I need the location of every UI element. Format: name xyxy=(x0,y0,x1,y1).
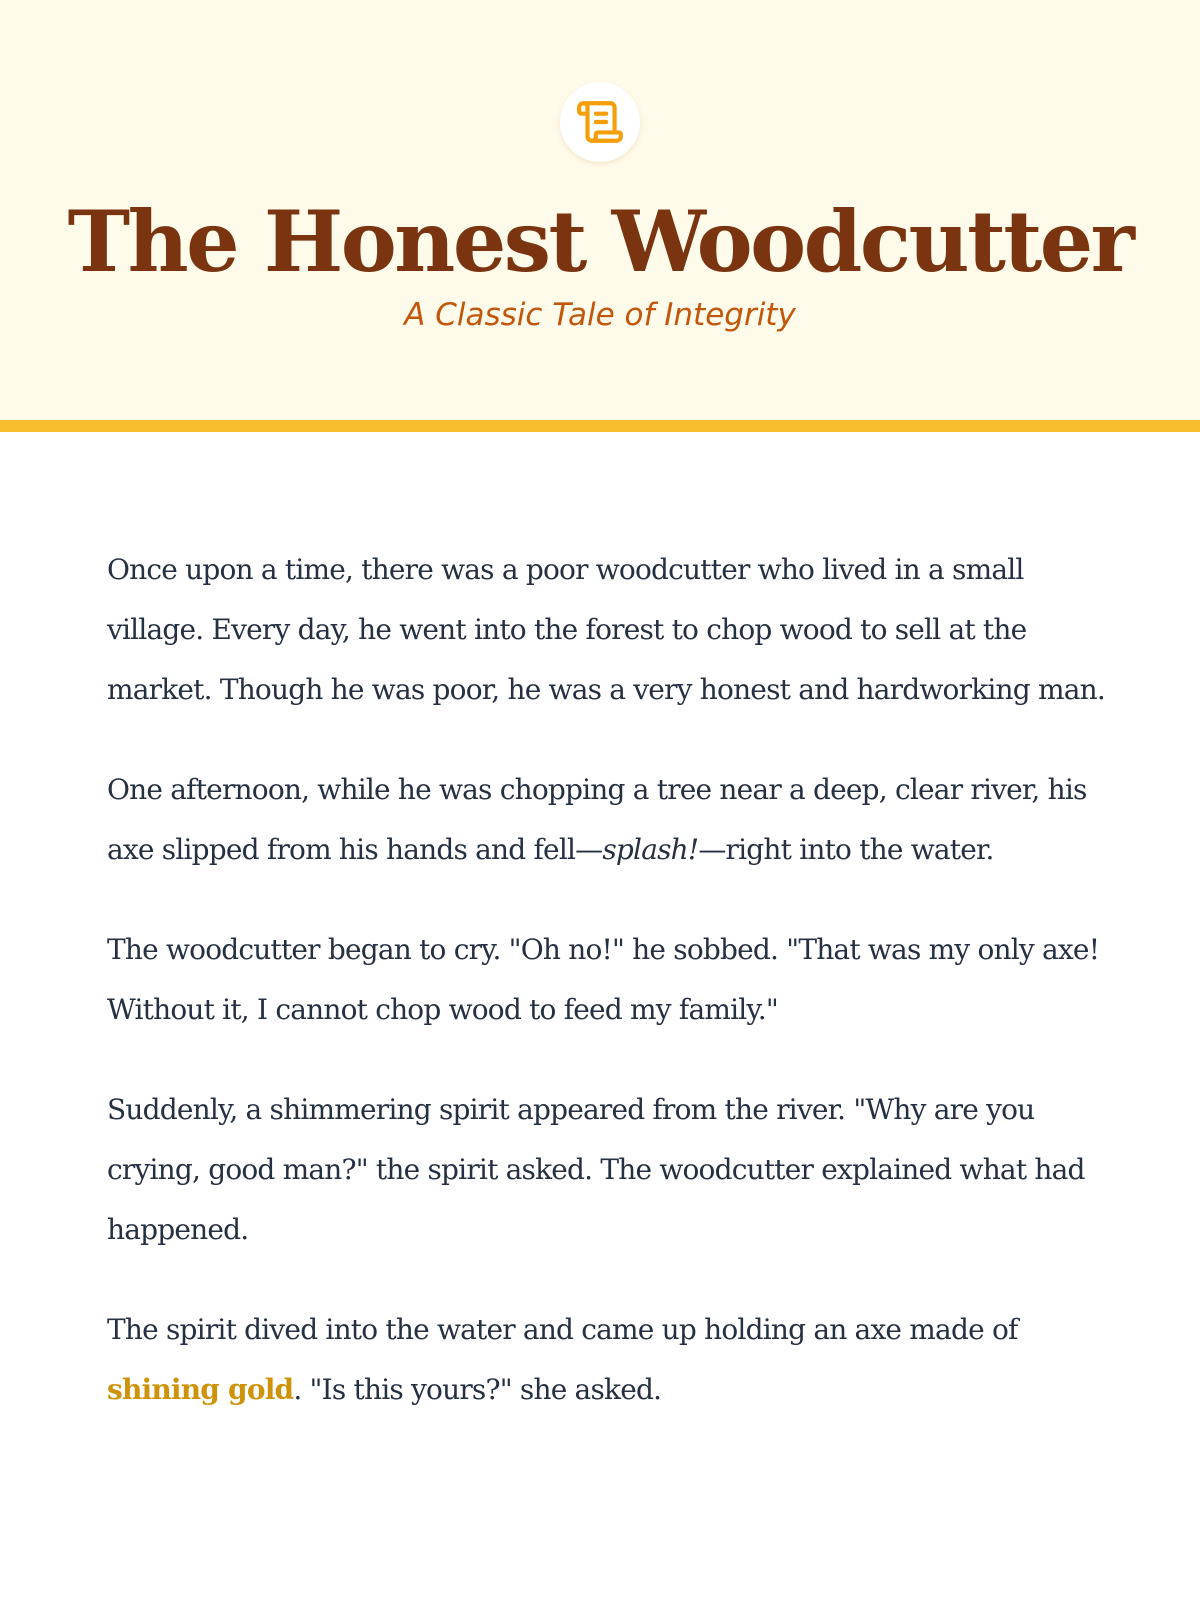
story-title: The Honest Woodcutter xyxy=(67,192,1133,291)
story-subtitle: A Classic Tale of Integrity xyxy=(404,297,796,333)
story-header xyxy=(0,0,1200,432)
paragraph-text: One afternoon, while he was chopping a tree near a deep, clear river, his axe slipped from his hands and fell— xyxy=(107,773,1087,866)
scroll-icon xyxy=(575,97,625,147)
story-paragraph-1: Once upon a time, there was a poor woodcutter who lived in a small village. Every day, he went into the forest to chop wood to sell at the market. Though he was poor, he was a very honest and hardworking man. xyxy=(107,553,1105,706)
paragraph-text: —right into the water. xyxy=(698,833,994,866)
story-paragraph-4: Suddenly, a shimmering spirit appeared from the river. "Why are you crying, good man?" the spirit asked. The woodcutter explained what had happened. xyxy=(107,1093,1085,1246)
story-body xyxy=(107,540,1107,1460)
paragraph-text: The spirit dived into the water and came up holding an axe made of xyxy=(107,1313,1018,1346)
story-paragraph-2 xyxy=(107,760,1107,880)
story-paragraph-3: The woodcutter began to cry. "Oh no!" he sobbed. "That was my only axe! Without it, I cannot chop wood to feed my family." xyxy=(107,933,1100,1026)
emphasis-splash: splash! xyxy=(602,833,699,866)
story-paragraph-5 xyxy=(107,1300,1107,1420)
highlight-shining-gold: shining gold xyxy=(107,1373,294,1406)
paragraph-text: . "Is this yours?" she asked. xyxy=(293,1373,662,1406)
header-badge xyxy=(560,82,640,162)
